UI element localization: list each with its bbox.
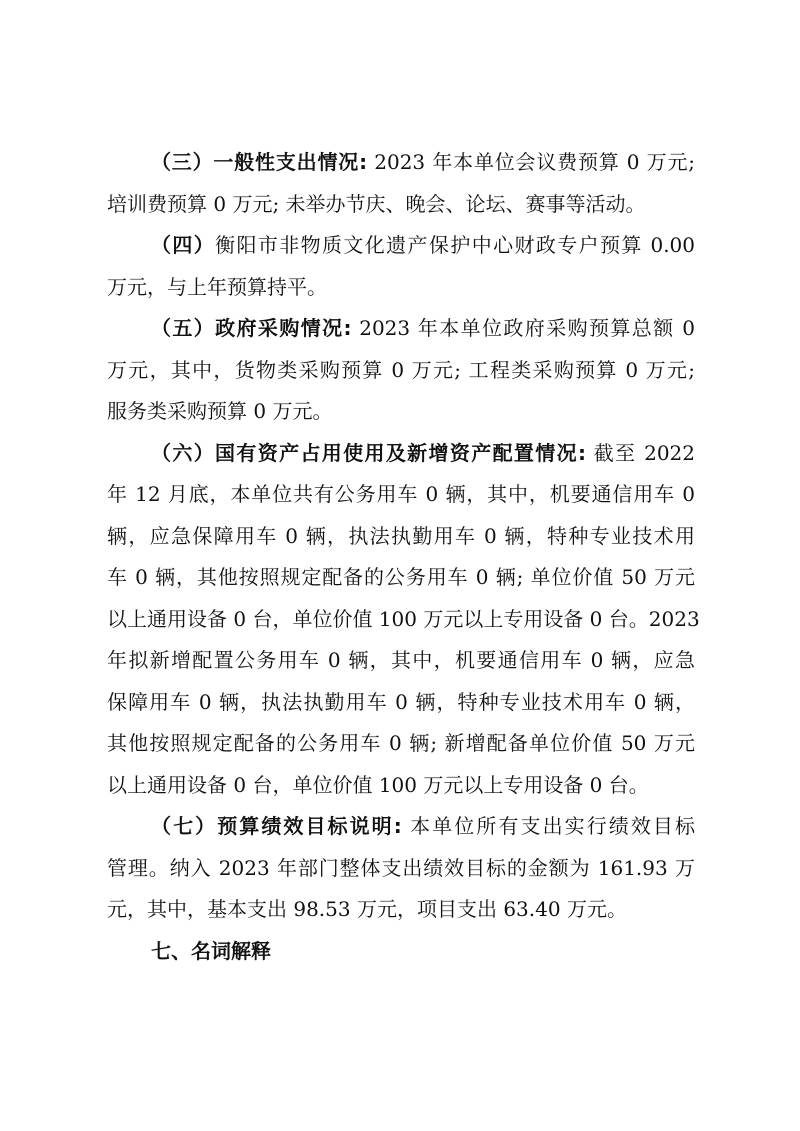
paragraph-line bbox=[107, 806, 695, 848]
paragraph-procurement bbox=[107, 308, 695, 433]
paragraph-text: 本单位所有支出实行绩效目标 bbox=[401, 814, 695, 838]
paragraph-text: 截至 2022 bbox=[585, 440, 695, 465]
paragraph-special-account bbox=[107, 225, 695, 308]
paragraph-line: 辆，应急保障用车 0 辆，执法执勤用车 0 辆，特种专业技术用 bbox=[107, 523, 695, 548]
paragraph-line: 元，其中，基本支出 98.53 万元，项目支出 63.40 万元。 bbox=[107, 897, 627, 921]
paragraph-line: 其他按照规定配备的公务用车 0 辆; 新增配备单位价值 50 万元 bbox=[107, 731, 695, 755]
paragraph-line: 以上通用设备 0 台，单位价值 100 万元以上专用设备 0 台。 bbox=[107, 772, 649, 797]
paragraph-line: 车 0 辆，其他按照规定配备的公务用车 0 辆; 单位价值 50 万元 bbox=[107, 565, 695, 589]
paragraph-line: 年 12 月底，本单位共有公务用车 0 辆，其中，机要通信用车 0 bbox=[107, 482, 695, 506]
paragraph-lead: （七）预算绩效目标说明: bbox=[151, 814, 402, 838]
paragraph-line: 管理。纳入 2023 年部门整体支出绩效目标的金额为 161.93 万 bbox=[107, 855, 695, 880]
paragraph-line: 培训费预算 0 万元; 未举办节庆、晚会、论坛、赛事等活动。 bbox=[107, 191, 646, 216]
paragraph-line: 万元，与上年预算持平。 bbox=[107, 274, 327, 299]
paragraph-line bbox=[107, 433, 695, 475]
paragraph-line bbox=[107, 225, 695, 267]
paragraph-line: 以上通用设备 0 台，单位价值 100 万元以上专用设备 0 台。2023 bbox=[107, 606, 700, 631]
paragraph-text: 衡阳市非物质文化遗产保护中心财政专户预算 0.00 bbox=[215, 233, 695, 257]
paragraph-lead: （五）政府采购情况: bbox=[151, 316, 352, 340]
paragraph-lead: （六）国有资产占用使用及新增资产配置情况: bbox=[151, 440, 586, 465]
section-heading: 七、名词解释 bbox=[151, 938, 271, 963]
paragraph-line: 保障用车 0 辆，执法执勤用车 0 辆，特种专业技术用车 0 辆， bbox=[107, 689, 695, 714]
document-body bbox=[107, 142, 700, 972]
paragraph-line bbox=[107, 142, 695, 184]
paragraph-line: 年拟新增配置公务用车 0 辆，其中，机要通信用车 0 辆，应急 bbox=[107, 648, 695, 672]
paragraph-lead: （三）一般性支出情况: bbox=[151, 150, 368, 174]
paragraph-line bbox=[107, 308, 695, 350]
paragraph-lead: （四） bbox=[151, 233, 216, 257]
paragraph-state-assets bbox=[107, 433, 700, 807]
paragraph-general-expenditure bbox=[107, 142, 695, 225]
paragraph-text: 2023 年本单位政府采购预算总额 0 bbox=[351, 316, 695, 340]
paragraph-text: 2023 年本单位会议费预算 0 万元; bbox=[367, 150, 696, 174]
paragraph-line: 万元，其中，货物类采购预算 0 万元; 工程类采购预算 0 万元; bbox=[107, 357, 695, 382]
paragraph-line: 服务类采购预算 0 万元。 bbox=[107, 399, 333, 423]
paragraph-performance-goals bbox=[107, 806, 695, 931]
